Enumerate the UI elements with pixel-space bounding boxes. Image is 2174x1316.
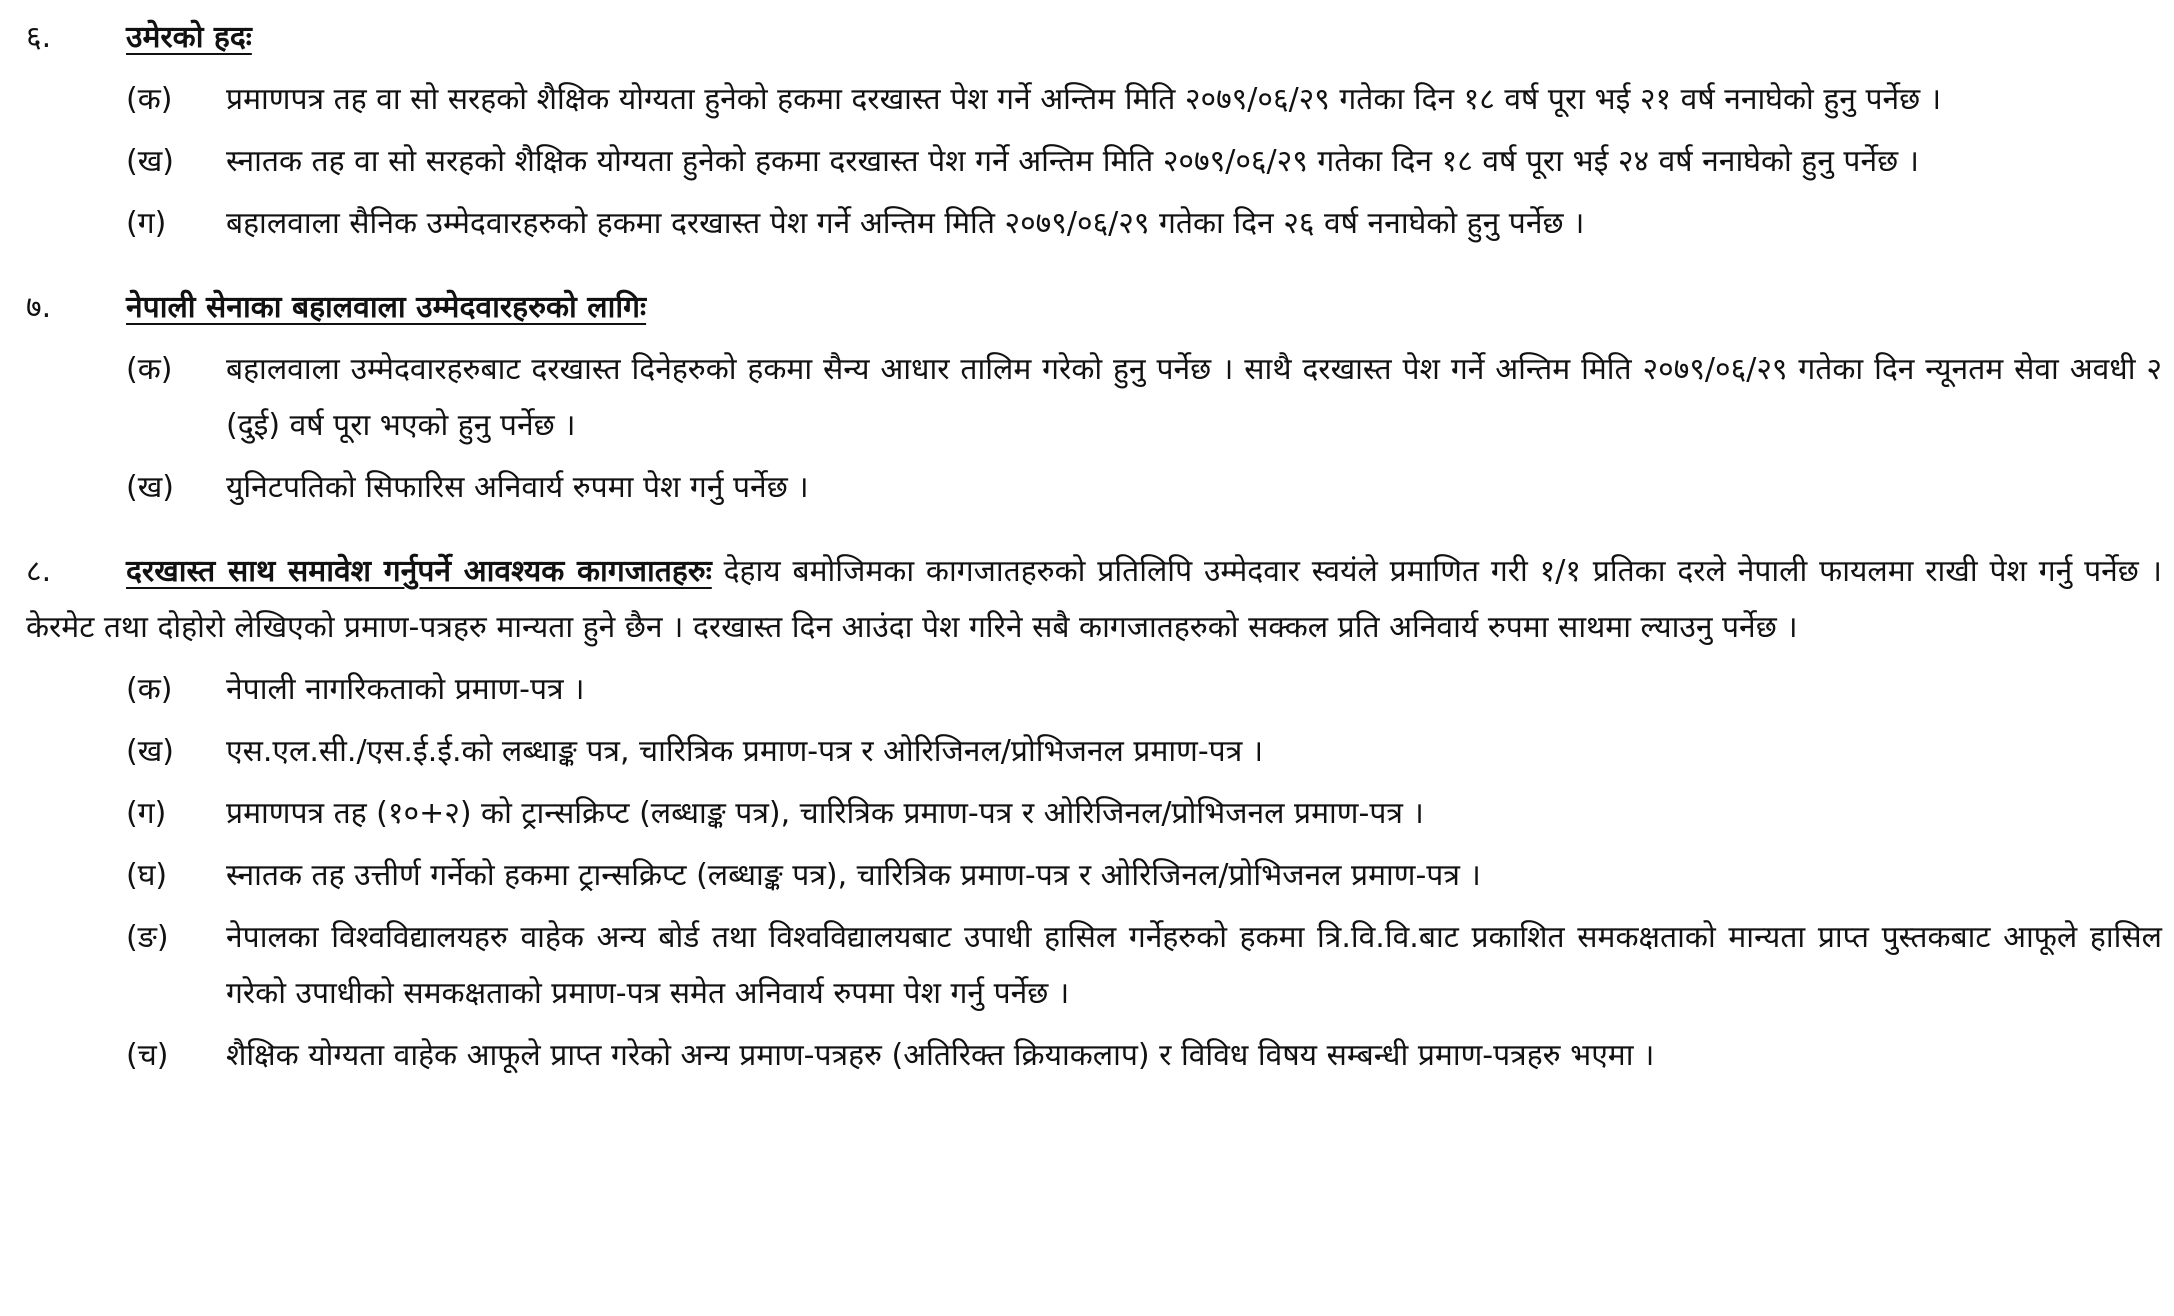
item-text: प्रमाणपत्र तह वा सो सरहको शैक्षिक योग्यता हुनेको हकमा दरखास्त पेश गर्ने अन्तिम मिति २०७९/०६/२९ गतेका दिन १८ वर्ष पूरा भई २१ वर्ष ननाघेको हुनु पर्नेछ । [226, 82, 1942, 117]
section-intro-text: देहाय बमोजिमका कागजातहरुको प्रतिलिपि उम्मेदवार स्वयंले प्रमाणित गरी १/१ प्रतिका दरले नेपाली फायलमा राखी पेश गर्नु पर्नेछ । केरमेट तथा दोहोरो लेखिएको प्रमाण-पत्रहरु मान्यता हुने छैन । दरखास्त दिन आउंदा पेश गरिने सबै कागजातहरुको सक्कल प्रति अनिवार्य रुपमा साथमा ल्याउनु पर्नेछ । [26, 554, 2162, 645]
item-text: स्नातक तह उत्तीर्ण गर्नेको हकमा ट्रान्सक्रिप्ट (लब्धाङ्क पत्र), चारित्रिक प्रमाण-पत्र र ओरिजिनल/प्रोभिजनल प्रमाण-पत्र । [226, 858, 1481, 893]
list-item [126, 1028, 2162, 1084]
list-item [126, 460, 2162, 516]
section-title: नेपाली सेनाका बहालवाला उम्मेदवारहरुको लागिः [126, 290, 647, 325]
list-item [126, 910, 2162, 1022]
section-number: ७. [26, 290, 52, 325]
list-item [126, 662, 2162, 718]
item-label: (ख) [126, 144, 174, 179]
list-item [126, 786, 2162, 842]
item-text: बहालवाला सैनिक उम्मेदवारहरुको हकमा दरखास्त पेश गर्ने अन्तिम मिति २०७९/०६/२९ गतेका दिन २६ वर्ष ननाघेको हुनु पर्नेछ । [226, 206, 1585, 241]
item-label: (घ) [126, 858, 168, 893]
item-label: (च) [126, 1038, 169, 1073]
section-heading [26, 10, 2162, 66]
section-number: ८. [26, 554, 52, 589]
list-item [126, 724, 2162, 780]
item-text: प्रमाणपत्र तह (१०+२) को ट्रान्सक्रिप्ट (लब्धाङ्क पत्र), चारित्रिक प्रमाण-पत्र र ओरिजिनल/प्रोभिजनल प्रमाण-पत्र । [226, 796, 1424, 831]
section-age-limit [26, 10, 2162, 252]
section-title: दरखास्त साथ समावेश गर्नुपर्ने आवश्यक कागजातहरुः [126, 554, 712, 589]
item-text: युनिटपतिको सिफारिस अनिवार्य रुपमा पेश गर्नु पर्नेछ । [226, 470, 809, 505]
section-required-documents [26, 544, 2162, 1084]
section-number: ६. [26, 20, 52, 55]
section-heading [26, 280, 2162, 336]
list-item [126, 134, 2162, 190]
item-label: (ख) [126, 470, 174, 505]
item-text: नेपाली नागरिकताको प्रमाण-पत्र । [226, 672, 585, 707]
item-label: (क) [126, 352, 173, 387]
item-text: स्नातक तह वा सो सरहको शैक्षिक योग्यता हुनेको हकमा दरखास्त पेश गर्ने अन्तिम मिति २०७९/०६/२९ गतेका दिन १८ वर्ष पूरा भई २४ वर्ष ननाघेको हुनु पर्नेछ । [226, 144, 1920, 179]
item-text: एस.एल.सी./एस.ई.ई.को लब्धाङ्क पत्र, चारित्रिक प्रमाण-पत्र र ओरिजिनल/प्रोभिजनल प्रमाण-पत्र । [226, 734, 1264, 769]
item-label: (ङ) [126, 920, 169, 955]
list-item [126, 196, 2162, 252]
item-label: (ग) [126, 796, 167, 831]
item-label: (क) [126, 82, 173, 117]
item-text: नेपालका विश्वविद्यालयहरु वाहेक अन्य बोर्ड तथा विश्वविद्यालयबाट उपाधी हासिल गर्नेहरुको हकमा त्रि.वि.वि.बाट प्रकाशित समकक्षताको मान्यता प्राप्त पुस्तकबाट आफूले हासिल गरेको उपाधीको समकक्षताको प्रमाण-पत्र समेत अनिवार्य रुपमा पेश गर्नु पर्नेछ । [226, 920, 2162, 1011]
list-item [126, 72, 2162, 128]
list-item [126, 848, 2162, 904]
item-label: (ख) [126, 734, 174, 769]
section-serving-candidates [26, 280, 2162, 516]
list-item [126, 342, 2162, 454]
item-text: शैक्षिक योग्यता वाहेक आफूले प्राप्त गरेको अन्य प्रमाण-पत्रहरु (अतिरिक्त क्रियाकलाप) र विविध विषय सम्बन्धी प्रमाण-पत्रहरु भएमा । [226, 1038, 1655, 1073]
section-title: उमेरको हदः [126, 20, 252, 55]
section-intro-paragraph [26, 544, 2162, 656]
item-label: (क) [126, 672, 173, 707]
item-label: (ग) [126, 206, 167, 241]
item-text: बहालवाला उम्मेदवारहरुबाट दरखास्त दिनेहरुको हकमा सैन्य आधार तालिम गरेको हुनु पर्नेछ । साथै दरखास्त पेश गर्ने अन्तिम मिति २०७९/०६/२९ गतेका दिन न्यूनतम सेवा अवधी २ (दुई) वर्ष पूरा भएको हुनु पर्नेछ । [226, 352, 2162, 443]
